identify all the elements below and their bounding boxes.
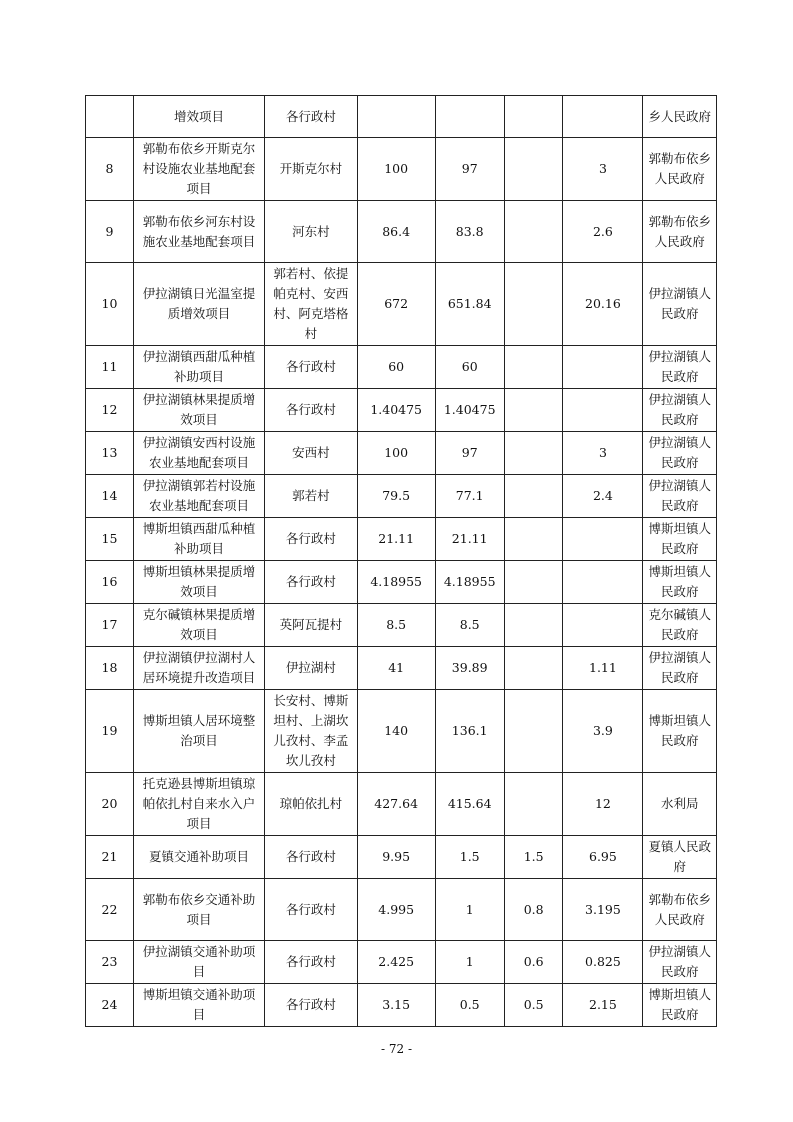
cell-total: 1.40475 — [357, 389, 435, 432]
cell-total: 4.18955 — [357, 561, 435, 604]
project-table — [85, 95, 717, 1027]
cell-responsible-unit: 夏镇人民政府 — [643, 836, 717, 879]
cell-village: 各行政村 — [265, 561, 358, 604]
cell-amount-2 — [504, 201, 563, 263]
cell-amount-2 — [504, 518, 563, 561]
cell-total: 100 — [357, 432, 435, 475]
cell-project-name: 博斯坦镇西甜瓜种植补助项目 — [133, 518, 264, 561]
cell-amount-3: 3 — [563, 138, 643, 201]
cell-amount-3: 20.16 — [563, 263, 643, 346]
cell-amount-1: 0.5 — [435, 984, 504, 1027]
cell-amount-2 — [504, 96, 563, 138]
cell-amount-1: 83.8 — [435, 201, 504, 263]
cell-village: 河东村 — [265, 201, 358, 263]
cell-amount-3 — [563, 96, 643, 138]
cell-project-name: 伊拉湖镇伊拉湖村人居环境提升改造项目 — [133, 647, 264, 690]
cell-number — [86, 96, 134, 138]
cell-village: 各行政村 — [265, 984, 358, 1027]
cell-number: 19 — [86, 690, 134, 773]
cell-project-name: 博斯坦镇林果提质增效项目 — [133, 561, 264, 604]
cell-number: 16 — [86, 561, 134, 604]
cell-project-name: 伊拉湖镇安西村设施农业基地配套项目 — [133, 432, 264, 475]
cell-number: 14 — [86, 475, 134, 518]
cell-amount-3: 1.11 — [563, 647, 643, 690]
table-row — [86, 432, 717, 475]
cell-project-name: 伊拉湖镇日光温室提质增效项目 — [133, 263, 264, 346]
cell-total: 3.15 — [357, 984, 435, 1027]
cell-village: 各行政村 — [265, 879, 358, 941]
cell-amount-2 — [504, 690, 563, 773]
cell-amount-1: 4.18955 — [435, 561, 504, 604]
cell-amount-3: 2.6 — [563, 201, 643, 263]
cell-project-name: 博斯坦镇交通补助项目 — [133, 984, 264, 1027]
cell-project-name: 郭勒布依乡交通补助项目 — [133, 879, 264, 941]
cell-responsible-unit: 郭勒布依乡人民政府 — [643, 201, 717, 263]
cell-project-name: 克尔碱镇林果提质增效项目 — [133, 604, 264, 647]
cell-responsible-unit: 博斯坦镇人民政府 — [643, 984, 717, 1027]
cell-project-name: 伊拉湖镇郭若村设施农业基地配套项目 — [133, 475, 264, 518]
cell-number: 12 — [86, 389, 134, 432]
cell-amount-3 — [563, 346, 643, 389]
cell-amount-2: 0.5 — [504, 984, 563, 1027]
cell-amount-1: 651.84 — [435, 263, 504, 346]
cell-amount-1 — [435, 96, 504, 138]
table-row — [86, 389, 717, 432]
cell-amount-1: 1 — [435, 879, 504, 941]
cell-responsible-unit: 伊拉湖镇人民政府 — [643, 346, 717, 389]
cell-amount-2 — [504, 773, 563, 836]
cell-amount-2 — [504, 346, 563, 389]
cell-total — [357, 96, 435, 138]
cell-amount-3: 2.4 — [563, 475, 643, 518]
cell-number: 17 — [86, 604, 134, 647]
cell-project-name: 郭勒布依乡开斯克尔村设施农业基地配套项目 — [133, 138, 264, 201]
table-row — [86, 604, 717, 647]
cell-amount-3 — [563, 389, 643, 432]
cell-total: 9.95 — [357, 836, 435, 879]
cell-amount-1: 136.1 — [435, 690, 504, 773]
cell-number: 15 — [86, 518, 134, 561]
cell-village: 各行政村 — [265, 518, 358, 561]
cell-amount-1: 1.5 — [435, 836, 504, 879]
cell-village: 伊拉湖村 — [265, 647, 358, 690]
cell-amount-3: 3.195 — [563, 879, 643, 941]
cell-number: 10 — [86, 263, 134, 346]
cell-project-name: 增效项目 — [133, 96, 264, 138]
cell-total: 427.64 — [357, 773, 435, 836]
table-row — [86, 138, 717, 201]
cell-amount-1: 8.5 — [435, 604, 504, 647]
cell-amount-2: 0.8 — [504, 879, 563, 941]
cell-amount-2 — [504, 561, 563, 604]
cell-number: 22 — [86, 879, 134, 941]
cell-project-name: 伊拉湖镇西甜瓜种植补助项目 — [133, 346, 264, 389]
cell-project-name: 夏镇交通补助项目 — [133, 836, 264, 879]
cell-amount-3: 2.15 — [563, 984, 643, 1027]
cell-responsible-unit: 伊拉湖镇人民政府 — [643, 941, 717, 984]
cell-village: 各行政村 — [265, 346, 358, 389]
cell-amount-1: 1.40475 — [435, 389, 504, 432]
cell-village: 安西村 — [265, 432, 358, 475]
cell-total: 2.425 — [357, 941, 435, 984]
table-row — [86, 518, 717, 561]
cell-total: 41 — [357, 647, 435, 690]
cell-amount-1: 97 — [435, 432, 504, 475]
cell-village: 长安村、博斯坦村、上湖坎儿孜村、李孟坎儿孜村 — [265, 690, 358, 773]
cell-village: 琼帕依扎村 — [265, 773, 358, 836]
cell-amount-3 — [563, 518, 643, 561]
cell-amount-1: 77.1 — [435, 475, 504, 518]
cell-responsible-unit: 郭勒布依乡人民政府 — [643, 879, 717, 941]
table-row — [86, 879, 717, 941]
cell-number: 13 — [86, 432, 134, 475]
cell-amount-1: 415.64 — [435, 773, 504, 836]
cell-amount-2 — [504, 604, 563, 647]
cell-responsible-unit: 博斯坦镇人民政府 — [643, 690, 717, 773]
cell-project-name: 托克逊县博斯坦镇琼帕依扎村自来水入户项目 — [133, 773, 264, 836]
cell-village: 各行政村 — [265, 836, 358, 879]
cell-village: 各行政村 — [265, 941, 358, 984]
page-number: - 72 - — [380, 1042, 412, 1056]
cell-amount-2 — [504, 647, 563, 690]
cell-village: 郭若村 — [265, 475, 358, 518]
cell-number: 21 — [86, 836, 134, 879]
cell-amount-3: 3 — [563, 432, 643, 475]
cell-responsible-unit: 郭勒布依乡人民政府 — [643, 138, 717, 201]
cell-village: 各行政村 — [265, 389, 358, 432]
cell-amount-1: 39.89 — [435, 647, 504, 690]
cell-responsible-unit: 乡人民政府 — [643, 96, 717, 138]
cell-amount-2 — [504, 389, 563, 432]
cell-responsible-unit: 伊拉湖镇人民政府 — [643, 475, 717, 518]
cell-total: 4.995 — [357, 879, 435, 941]
cell-project-name: 郭勒布依乡河东村设施农业基地配套项目 — [133, 201, 264, 263]
cell-number: 8 — [86, 138, 134, 201]
cell-total: 8.5 — [357, 604, 435, 647]
table-row — [86, 773, 717, 836]
cell-total: 79.5 — [357, 475, 435, 518]
cell-project-name: 博斯坦镇人居环境整治项目 — [133, 690, 264, 773]
cell-amount-1: 97 — [435, 138, 504, 201]
cell-number: 20 — [86, 773, 134, 836]
cell-amount-3 — [563, 604, 643, 647]
table-row — [86, 836, 717, 879]
cell-number: 11 — [86, 346, 134, 389]
cell-responsible-unit: 伊拉湖镇人民政府 — [643, 389, 717, 432]
cell-responsible-unit: 博斯坦镇人民政府 — [643, 518, 717, 561]
cell-total: 21.11 — [357, 518, 435, 561]
cell-number: 9 — [86, 201, 134, 263]
cell-number: 18 — [86, 647, 134, 690]
table-row — [86, 941, 717, 984]
cell-project-name: 伊拉湖镇林果提质增效项目 — [133, 389, 264, 432]
cell-total: 86.4 — [357, 201, 435, 263]
cell-responsible-unit: 伊拉湖镇人民政府 — [643, 647, 717, 690]
cell-responsible-unit: 博斯坦镇人民政府 — [643, 561, 717, 604]
table-row — [86, 690, 717, 773]
cell-project-name: 伊拉湖镇交通补助项目 — [133, 941, 264, 984]
cell-amount-3: 0.825 — [563, 941, 643, 984]
cell-amount-2 — [504, 138, 563, 201]
table-row — [86, 475, 717, 518]
cell-village: 郭若村、依提帕克村、安西村、阿克塔格村 — [265, 263, 358, 346]
table-row — [86, 984, 717, 1027]
cell-responsible-unit: 克尔碱镇人民政府 — [643, 604, 717, 647]
cell-total: 140 — [357, 690, 435, 773]
cell-amount-2: 1.5 — [504, 836, 563, 879]
cell-village: 各行政村 — [265, 96, 358, 138]
cell-amount-3 — [563, 561, 643, 604]
table-row — [86, 263, 717, 346]
cell-responsible-unit: 伊拉湖镇人民政府 — [643, 263, 717, 346]
cell-number: 23 — [86, 941, 134, 984]
table-row — [86, 346, 717, 389]
table-row — [86, 561, 717, 604]
cell-village: 开斯克尔村 — [265, 138, 358, 201]
cell-amount-2: 0.6 — [504, 941, 563, 984]
cell-total: 60 — [357, 346, 435, 389]
cell-village: 英阿瓦提村 — [265, 604, 358, 647]
cell-amount-1: 60 — [435, 346, 504, 389]
cell-amount-1: 1 — [435, 941, 504, 984]
table-row — [86, 201, 717, 263]
cell-amount-2 — [504, 432, 563, 475]
cell-total: 672 — [357, 263, 435, 346]
cell-responsible-unit: 伊拉湖镇人民政府 — [643, 432, 717, 475]
cell-number: 24 — [86, 984, 134, 1027]
cell-amount-2 — [504, 475, 563, 518]
cell-amount-3: 12 — [563, 773, 643, 836]
cell-total: 100 — [357, 138, 435, 201]
table-row — [86, 96, 717, 138]
cell-amount-3: 6.95 — [563, 836, 643, 879]
cell-amount-2 — [504, 263, 563, 346]
table-row — [86, 647, 717, 690]
cell-responsible-unit: 水利局 — [643, 773, 717, 836]
cell-amount-1: 21.11 — [435, 518, 504, 561]
cell-amount-3: 3.9 — [563, 690, 643, 773]
